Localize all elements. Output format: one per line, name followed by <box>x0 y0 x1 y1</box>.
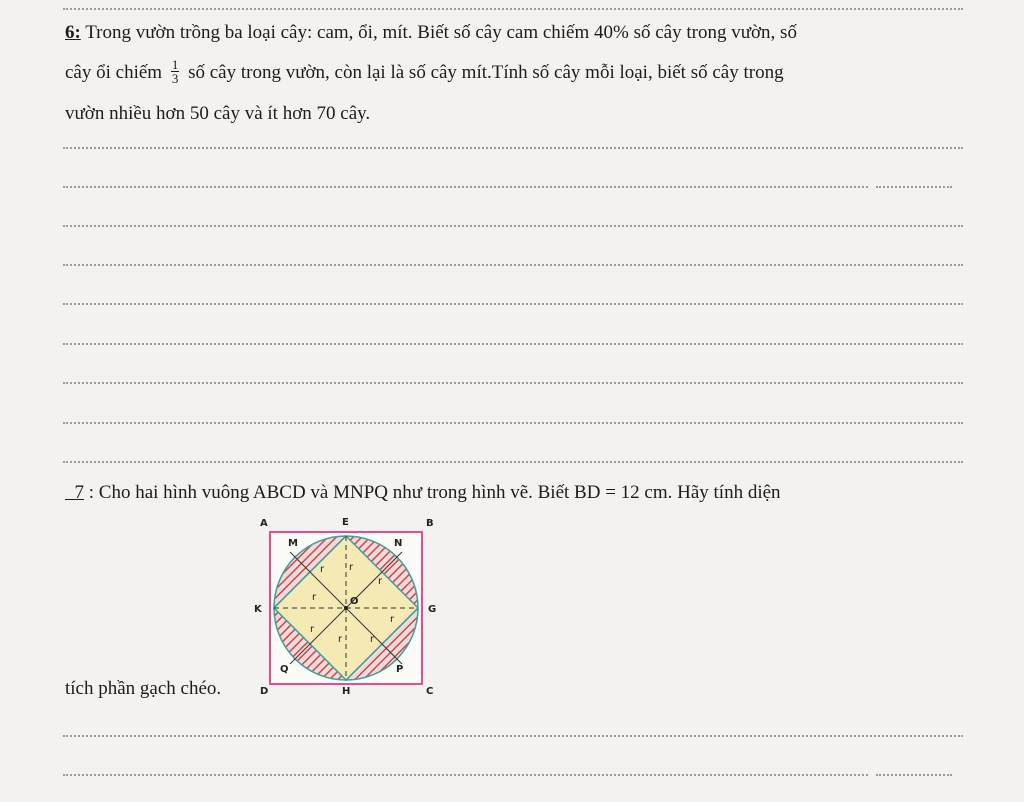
answer-line <box>63 382 963 384</box>
label-d: D <box>260 686 269 697</box>
answer-line <box>63 225 963 227</box>
label-e: E <box>342 517 349 528</box>
answer-line <box>876 774 952 776</box>
geometry-figure <box>250 512 450 697</box>
answer-line <box>63 343 963 345</box>
label-b: B <box>426 518 434 529</box>
answer-line <box>63 147 963 149</box>
radius-label: r <box>320 564 325 575</box>
label-g: G <box>428 604 437 615</box>
problem-7-line-1: 7 : Cho hai hình vuông ABCD và MNPQ như trong hình vẽ. Biết BD = 12 cm. Hãy tính diện <box>65 482 781 504</box>
radius-label: r <box>370 634 375 645</box>
problem-7-number: 7 <box>74 482 84 503</box>
label-k: K <box>254 604 262 615</box>
radius-label: r <box>338 634 343 645</box>
problem-6-line-2: cây ổi chiếm $\frac{1}{3}$ số cây trong vườn, còn lại là số cây mít.Tính số cây mỗi loại, biết số cây trong <box>65 57 784 86</box>
label-a: A <box>260 518 268 529</box>
answer-line <box>63 303 963 305</box>
answer-line <box>876 186 952 188</box>
answer-line <box>63 8 963 10</box>
label-q: Q <box>280 664 289 675</box>
answer-line <box>63 461 963 463</box>
fraction-one-third: $\frac{1}{3}$ <box>171 57 179 86</box>
label-o: O <box>350 596 359 607</box>
answer-line <box>63 774 868 776</box>
answer-line <box>63 186 868 188</box>
answer-line <box>63 422 963 424</box>
label-n: N <box>394 538 403 549</box>
radius-label: r <box>390 614 395 625</box>
radius-label: r <box>378 576 383 587</box>
squares-circle-diagram <box>250 512 450 697</box>
problem-7-line-2: tích phần gạch chéo. <box>65 678 222 699</box>
label-c: C <box>426 686 434 697</box>
radius-label: r <box>310 624 315 635</box>
problem-6-number: 6: <box>65 22 81 43</box>
radius-label: r <box>349 562 354 573</box>
problem-6-line-1: 6: Trong vườn trồng ba loại cây: cam, ổi, mít. Biết số cây cam chiếm 40% số cây trong vườn, số <box>65 22 797 43</box>
label-m: M <box>288 538 298 549</box>
center-point <box>344 606 348 610</box>
answer-line <box>63 264 963 266</box>
label-h: H <box>342 686 351 697</box>
answer-line <box>63 735 963 737</box>
label-p: P <box>396 664 404 675</box>
radius-label: r <box>312 592 317 603</box>
problem-6-line-3: vườn nhiều hơn 50 cây và ít hơn 70 cây. <box>65 103 371 124</box>
